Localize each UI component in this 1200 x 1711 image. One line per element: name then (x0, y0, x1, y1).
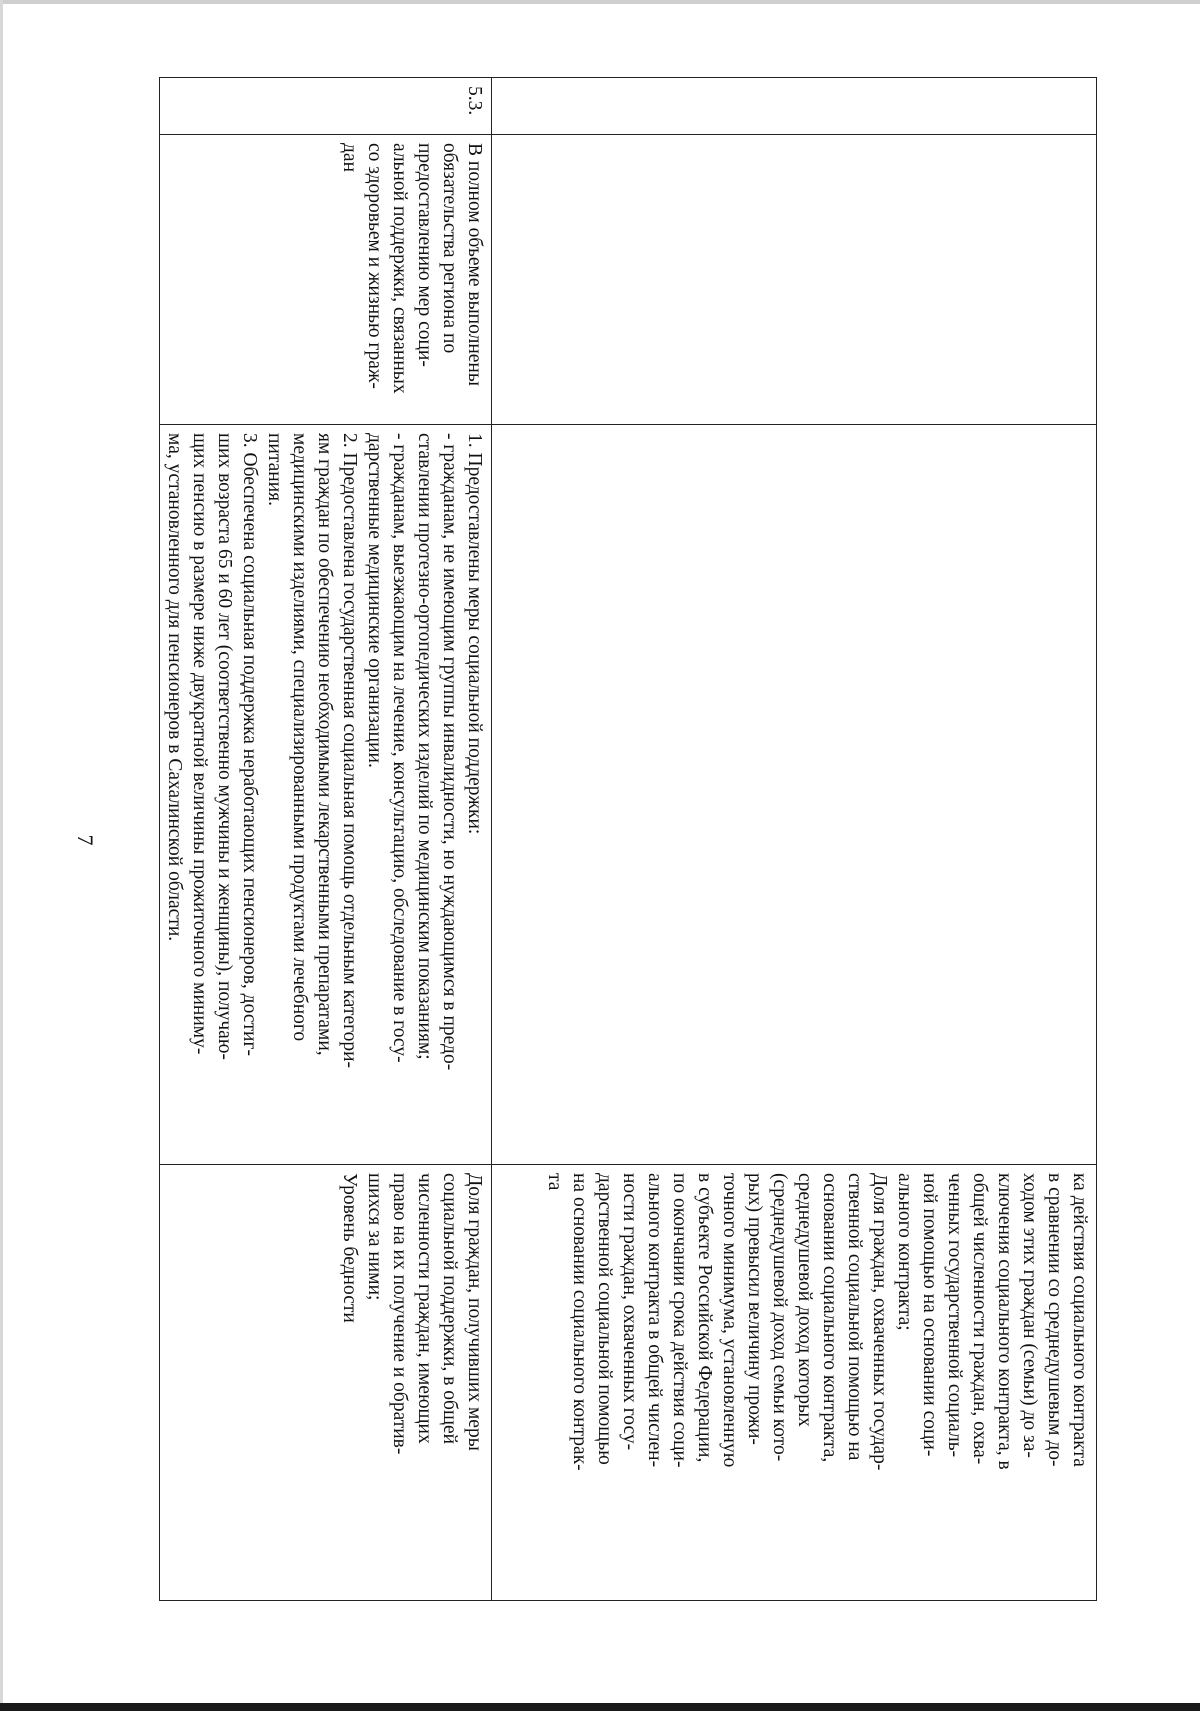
text-line: - гражданам, не имеющим группы инвалидности, но нуждающимся в предо- (439, 433, 460, 1071)
text-line: среднедушевой доход которых (794, 1173, 815, 1427)
text-line: общей численности граждан, охва- (969, 1173, 990, 1465)
text-line: основании социального контракта, (819, 1173, 840, 1463)
text-line: ственной социальной помощью на (844, 1173, 865, 1461)
measures-cell (492, 425, 1097, 1165)
text-line: 3. Обеспечена социальная поддержка неработающих пенсионеров, достиг- (239, 433, 260, 1056)
text-line: дан (339, 143, 360, 173)
text-line: на основании социального контрак- (569, 1173, 590, 1471)
text-line: 1. Предоставлены меры социальной поддержки: (464, 433, 485, 835)
text-line: 2. Предоставлена государственная социальная помощь отдельным категори- (339, 433, 360, 1069)
text-line: ального контракта; (894, 1173, 915, 1331)
measures-table (159, 77, 1097, 1601)
table-row (160, 78, 492, 1601)
text-line: предоставлению мер соци- (414, 143, 435, 367)
text-line: Уровень бедности (339, 1173, 360, 1323)
text-line: численности граждан, имеющих (414, 1173, 435, 1444)
table-row (492, 78, 1097, 1601)
text-line: обязательства региона по (439, 143, 460, 354)
text-line: ма, установленного для пенсионеров в Сахалинской области. (164, 433, 185, 942)
text-line: по окончании срока действия соци- (669, 1173, 690, 1468)
text-line: ключения социального контракта, в (994, 1173, 1015, 1470)
text-line: точного минимума, установленную (719, 1173, 740, 1468)
text-line: альной поддержки, связанных (389, 143, 410, 394)
text-line: Доля граждан, охваченных государ- (869, 1173, 890, 1471)
text-line: рых) превысил величину прожи- (744, 1173, 765, 1445)
text-line: ходом этих граждан (семьи) до за- (1019, 1173, 1040, 1458)
scan-edge-left (0, 0, 3, 1711)
text-line: В полном объеме выполнены (464, 143, 485, 386)
scan-edge-bottom (0, 1703, 1200, 1711)
text-line: (среднедушевой доход семьи кото- (769, 1173, 790, 1462)
row-number-cell (492, 78, 1097, 135)
text-line: в сравнении со среднедушевым до- (1044, 1173, 1065, 1467)
text-line: та (544, 1173, 565, 1191)
text-line: ших возраста 65 и 60 лет (соответственно мужчины и женщины), получаю- (214, 433, 235, 1060)
text-line: в субъекте Российской Федерации, (694, 1173, 715, 1463)
text-line: социальной поддержки, в общей (439, 1173, 460, 1445)
row-number-cell: 5.3. (160, 78, 492, 135)
text-line: Доля граждан, получивших меры (464, 1173, 485, 1451)
text-line: шихся за ними; (364, 1173, 385, 1301)
text-line: - гражданам, выезжающим на лечение, консультацию, обследование в госу- (389, 433, 410, 1063)
page-number: 7 (73, 834, 98, 846)
text-line: ям граждан по обеспечению необходимыми лекарственными препаратами, (314, 433, 335, 1056)
text-line: дарственные медицинские организации. (364, 433, 385, 768)
goal-cell (492, 135, 1097, 425)
text-line: право на их получение и обратив- (389, 1173, 410, 1455)
rotated-page (160, 77, 1097, 1600)
text-line: ной помощью на основании соци- (919, 1173, 940, 1457)
text-line: щих пенсию в размере ниже двукратной величины прожиточного миниму- (189, 433, 210, 1055)
scan-edge-top (0, 0, 1200, 4)
indicators-cell (160, 1165, 492, 1601)
text-line: ставлении протезно-ортопедических изделий по медицинским показаниям; (414, 433, 435, 1060)
text-line: ченных государственной социаль- (944, 1173, 965, 1458)
text-line: ности граждан, охваченных госу- (619, 1173, 640, 1451)
goal-cell (160, 135, 492, 425)
text-line: ального контракта в общей числен- (644, 1173, 665, 1468)
text-line: медицинскими изделиями, специализированными продуктами лечебного (289, 433, 310, 1042)
text-line: со здоровьем и жизнью граж- (364, 143, 385, 389)
text-line: питания. (264, 433, 285, 507)
indicators-cell (492, 1165, 1097, 1601)
text-line: ка действия социального контракта (1069, 1173, 1090, 1467)
text-line: дарственной социальной помощью (594, 1173, 615, 1465)
measures-cell (160, 425, 492, 1165)
